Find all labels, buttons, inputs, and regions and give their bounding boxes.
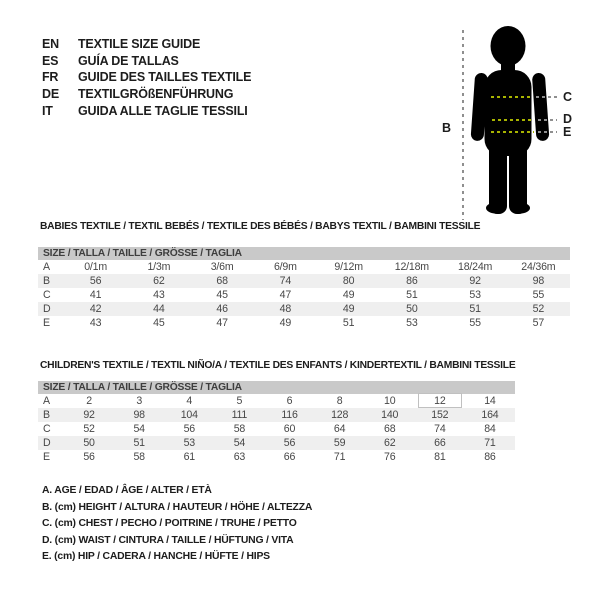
legend-age: A. AGE / EDAD / ÂGE / ALTER / ETÀ [42,485,212,496]
lang-code: ES [42,53,59,68]
lang-code: DE [42,87,59,102]
size-cell: 52 [83,422,95,435]
size-cell: 116 [281,408,298,421]
row-label: D [43,436,51,449]
size-cell: 51 [469,302,481,315]
size-cell: 92 [83,408,95,421]
size-cell: 18/24m [458,260,493,273]
children-size-table [38,381,515,463]
legend-chest: C. (cm) CHEST / PECHO / POITRINE / TRUHE / PETTO [42,518,297,529]
table-row-c [38,422,515,436]
size-cell: 71 [333,450,346,463]
size-cell: 43 [153,288,165,301]
lang-row-en [42,36,251,53]
size-cell: 54 [133,422,145,435]
size-cell: 43 [89,316,102,329]
size-cell: 53 [183,436,195,449]
lang-code: IT [42,103,53,118]
table-row-a [38,394,515,408]
table-row-e [38,450,515,464]
measurement-legend [42,485,312,568]
size-cell: 45 [216,288,228,301]
size-cell: 98 [133,408,145,421]
legend-waist: D. (cm) WAIST / CINTURA / TAILLE / HÜFTUNG / VITA [42,534,294,546]
size-cell: 74 [279,274,292,287]
size-cell: 51 [342,316,355,329]
size-cell: 64 [333,422,346,435]
row-label: B [43,408,50,421]
size-cell: 6 [286,394,293,407]
legend-hip: E. (cm) HIP / CADERA / HANCHE / HÜFTE / HIPS [42,551,270,562]
hip-line [491,131,534,133]
size-cell: 14 [484,394,496,407]
size-cell: 45 [153,316,165,329]
size-cell: 56 [83,450,95,463]
size-cell: 51 [406,288,418,301]
size-cell: 47 [216,316,228,329]
size-cell: 8 [336,394,343,407]
size-cell: 51 [133,436,145,449]
size-cell: 56 [183,422,195,435]
language-title-list [42,36,251,119]
size-cell: 0/1m [84,260,107,273]
size-cell: 128 [331,408,349,421]
table-row-b [38,408,515,422]
babies-table-header: SIZE / TALLA / TAILLE / GRÖSSE / TAGLIA [38,247,570,260]
size-cell: 6/9m [273,260,297,273]
size-cell: 56 [89,274,102,287]
size-cell: 164 [481,408,499,421]
size-cell: 76 [384,450,396,463]
size-cell: 47 [279,288,292,301]
size-cell: 58 [233,422,246,435]
size-cell: 44 [153,302,165,315]
size-cell: 62 [153,274,165,287]
size-cell: 74 [434,422,446,435]
size-cell: 54 [233,436,246,449]
lang-row-de [42,86,251,103]
size-cell: 84 [484,422,496,435]
table-row-b [38,274,570,288]
size-cell: 49 [279,316,292,329]
lang-row-fr [42,69,251,86]
babies-section-title: BABIES TEXTILE / TEXTIL BEBÉS / TEXTILE DES BÉBÉS / BABYS TEXTIL / BAMBINI TESSILE [40,221,481,232]
row-label: A [43,394,50,407]
waist-line [492,119,534,121]
size-cell: 80 [342,274,355,287]
row-label: E [43,316,50,329]
waist-measure-label: D [563,112,573,126]
babies-size-table [38,247,570,329]
size-cell: 81 [434,450,446,463]
size-cell: 49 [342,288,355,301]
size-cell: 52 [532,302,545,315]
size-cell: 2 [86,394,92,407]
size-cell: 10 [384,394,396,407]
size-cell: 12/18m [394,260,429,273]
size-cell: 50 [83,436,95,449]
table-row-c [38,288,570,302]
chest-guide-line [536,96,557,98]
waist-guide-line [538,119,557,121]
size-cell: 59 [333,436,346,449]
size-cell: 66 [434,436,446,449]
lang-code: EN [42,37,59,52]
size-cell: 50 [406,302,418,315]
size-cell: 46 [216,302,228,315]
lang-row-es [42,53,251,70]
size-cell: 55 [469,316,481,329]
table-row-d [38,302,570,316]
size-cell: 92 [469,274,481,287]
size-cell: 98 [532,274,545,287]
size-cell: 111 [231,408,248,421]
table-row-e [38,316,570,330]
size-cell: 71 [484,436,496,449]
row-label: C [43,288,51,301]
size-cell: 86 [406,274,418,287]
size-cell: 86 [484,450,496,463]
size-cell-selected: 12 [415,395,465,407]
hip-measure-label: E [563,125,572,139]
lang-title: TEXTILGRÖßENFÜHRUNG [78,87,234,102]
legend-height: B. (cm) HEIGHT / ALTURA / HAUTEUR / HÖHE / ALTEZZA [42,501,313,513]
size-cell: 1/3m [147,260,171,273]
size-cell: 42 [89,302,102,315]
children-table-header: SIZE / TALLA / TAILLE / GRÖSSE / TAGLIA [38,381,515,394]
size-cell: 104 [180,408,198,421]
size-cell: 41 [89,288,102,301]
row-label: E [43,450,50,463]
height-measure-label: B [442,121,452,135]
size-cell: 3/6m [210,260,234,273]
height-guide-line [462,30,464,220]
size-cell: 53 [469,288,481,301]
hip-guide-line [538,131,557,133]
row-label: D [43,302,51,315]
row-label: A [43,260,50,273]
table-row-a [38,260,570,274]
lang-title: GUIDA ALLE TAGLIE TESSILI [78,103,248,118]
child-silhouette-icon [448,16,572,220]
size-cell: 4 [186,394,193,407]
row-label: C [43,422,51,435]
size-cell: 9/12m [334,260,363,273]
size-cell: 140 [381,408,399,421]
size-cell: 49 [342,302,355,315]
size-cell: 57 [532,316,545,329]
size-cell: 152 [431,408,449,421]
row-label: B [43,274,50,287]
lang-title: GUIDE DES TAILLES TEXTILE [78,70,252,85]
size-cell: 60 [283,422,296,435]
size-cell: 5 [236,394,243,407]
chest-measure-label: C [563,90,573,104]
size-cell: 48 [279,302,292,315]
size-cell: 55 [532,288,545,301]
size-cell: 3 [136,394,143,407]
size-cell: 24/36m [521,260,556,273]
chest-line [491,96,532,98]
size-cell: 53 [406,316,418,329]
size-cell: 58 [133,450,145,463]
size-cell: 56 [283,436,296,449]
size-cell: 61 [183,450,195,463]
size-cell: 63 [233,450,246,463]
table-row-d [38,436,515,450]
size-cell: 68 [216,274,228,287]
lang-row-it [42,102,251,119]
children-section-title: CHILDREN'S TEXTILE / TEXTIL NIÑO/A / TEXTILE DES ENFANTS / KINDERTEXTIL / BAMBINI TESSILE [40,360,516,371]
lang-code: FR [42,70,59,85]
lang-title: GUÍA DE TALLAS [78,53,179,68]
size-cell: 66 [283,450,296,463]
lang-title: TEXTILE SIZE GUIDE [78,37,201,52]
size-cell: 68 [384,422,396,435]
size-cell: 62 [384,436,396,449]
